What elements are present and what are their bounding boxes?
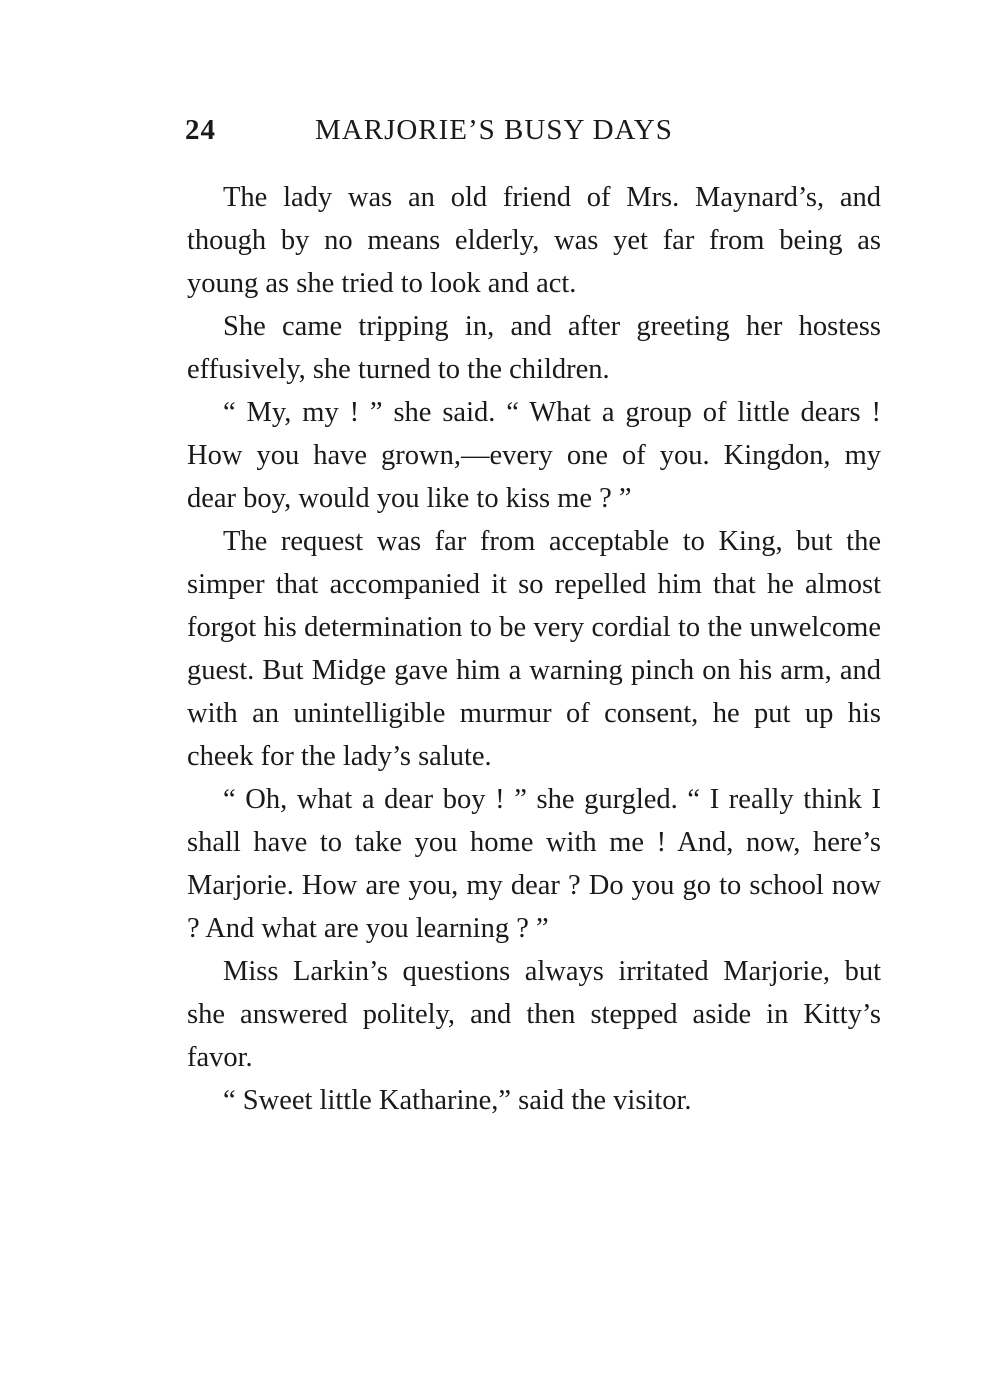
running-head xyxy=(187,108,881,154)
book-page xyxy=(187,108,881,1122)
paragraph-5: “ Oh, what a dear boy ! ” she gurgled. “ I really think I shall have to take you home with me ! And, now, here’s Marjorie. How are you, my dear ? Do you go to school now ? And what are you learning ? ” xyxy=(187,784,881,944)
paragraph-6: Miss Larkin’s questions always irritated Marjorie, but she answered politely, and then stepped aside in Kitty’s favor. xyxy=(187,956,881,1073)
paragraph-1: The lady was an old friend of Mrs. Maynard’s, and though by no means elderly, was yet far from being as young as she tried to look and act. xyxy=(187,182,881,299)
running-title: MARJORIE’S BUSY DAYS xyxy=(315,114,673,146)
paragraph-2: She came tripping in, and after greeting her hostess effusively, she turned to the children. xyxy=(187,311,881,385)
paragraph-3: “ My, my ! ” she said. “ What a group of little dears ! How you have grown,—every one of you. Kingdon, my dear boy, would you like to kiss me ? ” xyxy=(187,397,881,514)
paragraph-4: The request was far from acceptable to King, but the simper that accompanied it so repelled him that he almost forgot his determination to be very cordial to the unwelcome guest. But Midge gave him a warning pinch on his arm, and with an unintelligible murmur of consent, he put up his cheek for the lady’s salute. xyxy=(187,526,881,772)
body-text xyxy=(187,176,881,1122)
page-number: 24 xyxy=(185,114,216,146)
paragraph-7: “ Sweet little Katharine,” said the visitor. xyxy=(223,1085,692,1116)
